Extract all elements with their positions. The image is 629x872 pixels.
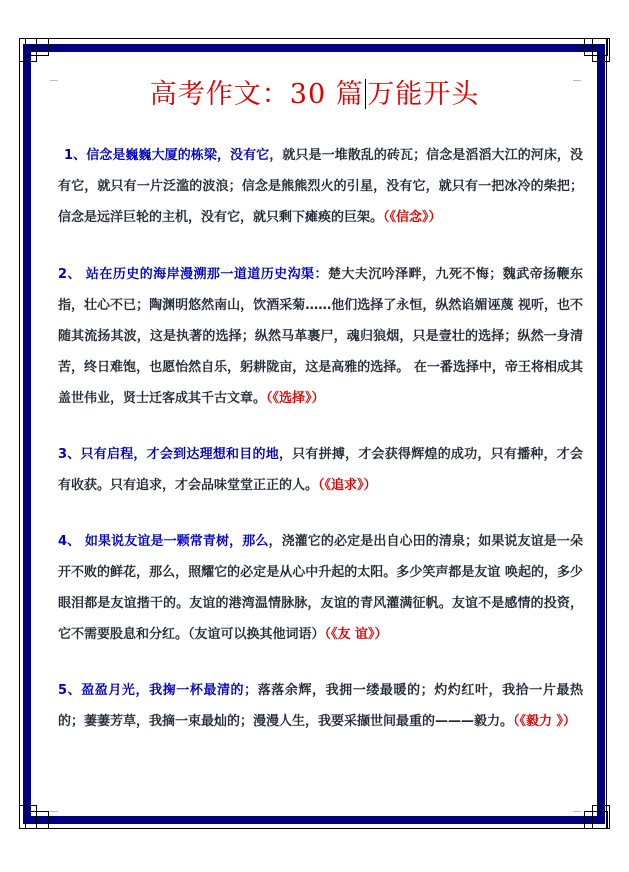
title-text-part1: 高考作文：30 篇 [149,79,364,110]
text-cursor [365,79,367,109]
document-body [58,140,583,762]
paragraph-3 [58,439,583,501]
paragraph-number: 4、 [58,534,85,549]
paragraph-number: 5、 [58,683,82,698]
paragraph-lead: 如果说友谊是一颗常青树，那么 [84,534,269,549]
paragraph-body: 楚大夫沉吟泽畔，九死不悔；魏武帝扬鞭东指，壮心不已；陶渊明悠然南山，饮酒采菊……他们选择了永恒，纵然谄媚诬蔑 视听，也不随其流扬其波，这是执著的选择；纵然马革裹尸，魂归狼烟，只是壹壮的选择；纵然一身清苦，终日难饱，也愿怡然自乐，躬耕陇亩，这是高雅的选择。 在一番选择中，帝王将相成其盖世伟业，贤士迁客成其千古文章。 [58,267,583,406]
paragraph-1 [58,140,583,233]
paragraph-number: 1、 [64,148,87,163]
paragraph-body: ，只有拼搏，才会获得辉煌的成功，只有播种，才会有收获。只有追求，才会品味堂堂正正的人。 [58,447,583,493]
paragraph-topic-tag: （《信念》） [383,210,442,225]
paragraph-body: ，就只是一堆散乱的砖瓦；信念是滔滔大江的河床，没有它，就只有一片泛滥的波浪；信念是熊熊烈火的引星，没有它，就只有一把冰冷的柴把；信念是远洋巨轮的主机，没有它，就只剩下瘫痪的巨架。 [58,148,583,225]
paragraph-2 [58,259,583,414]
paragraph-body: ；落落余辉，我拥一缕最暖的；灼灼红叶，我拾一片最热的；萋萋芳草，我摘一束最灿的；漫漫人生，我要采撷世间最重的———毅力。 [58,683,583,729]
paragraph-topic-tag: （《毅力 》） [513,714,577,729]
paragraph-topic-tag: （《追求》） [318,478,377,493]
paragraph-4 [58,526,583,650]
crop-mark-bottom-left [50,811,58,812]
paragraph-number: 3、 [58,447,81,462]
paragraph-number: 2、 [58,267,86,282]
corner-ornament-bottom-right-b [584,811,608,829]
paragraph-lead: 盈盈月光，我掬一杯最清的 [81,683,245,698]
corner-ornament-bottom-left-b [25,811,49,829]
title-text-part2: 万能开头 [367,79,480,110]
paragraph-lead: 信念是巍巍大厦的栋梁，没有它 [86,148,270,163]
corner-ornament-top-left-b [25,38,49,56]
paragraph-5 [58,675,583,737]
paragraph-lead: 站在历史的海岸漫溯那一道道历史沟渠： [85,267,328,282]
document-title [0,72,629,111]
paragraph-topic-tag: （《选择》） [266,391,325,406]
crop-mark-bottom-right [573,811,581,812]
corner-ornament-top-right-b [584,38,608,56]
paragraph-body: ，浇灌它的必定是出自心田的清泉；如果说友谊是一朵开不败的鲜花，那么，照耀它的必定是从心中升起的太阳。多少笑声都是友谊 唤起的，多少眼泪都是友谊揩干的。友谊的港湾温情脉脉，友谊的青风灌满征帆。友谊不是感情的投资，它不需要股息和分红。（友谊可以换其他词语） [58,534,583,642]
paragraph-lead: 只有启程，才会到达理想和目的地 [80,447,279,462]
paragraph-topic-tag: （《友 谊》） [324,627,388,642]
